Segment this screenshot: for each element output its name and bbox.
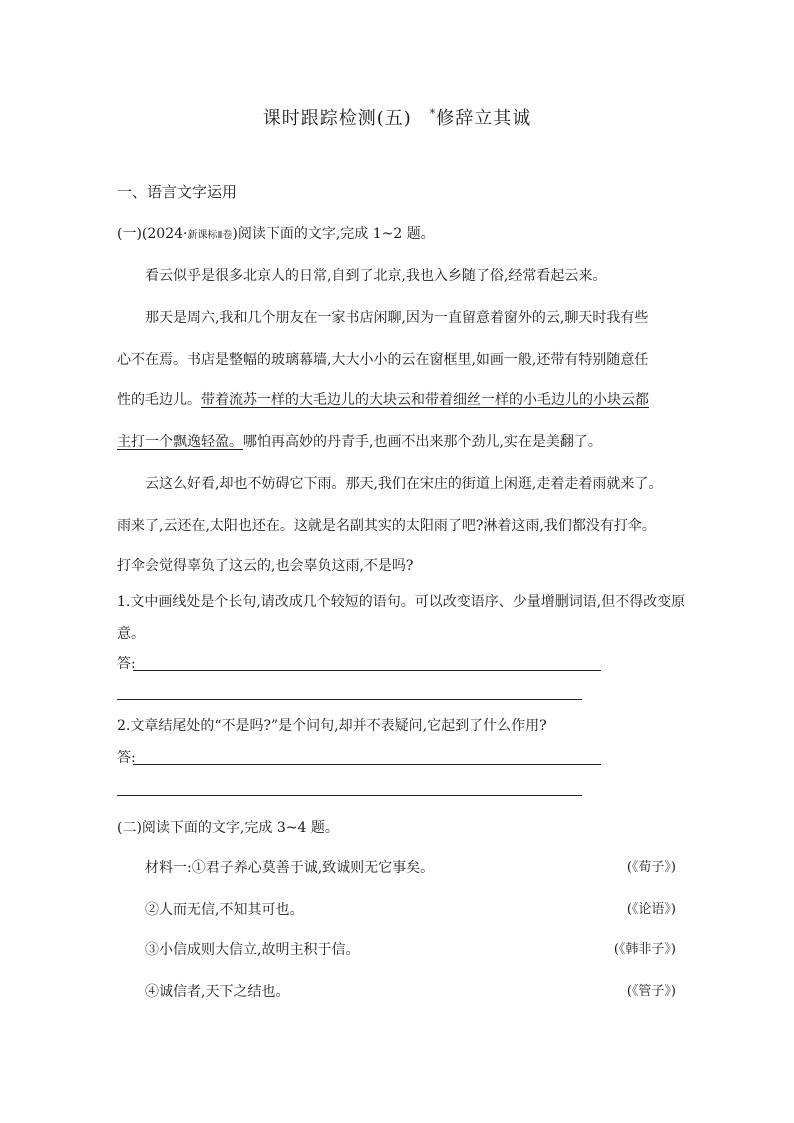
- title-sub: 修辞立其诚: [436, 108, 532, 129]
- plain-text: 性的毛边儿。: [117, 392, 201, 408]
- answer-line[interactable]: [133, 764, 601, 765]
- underlined-sentence: 带着流苏一样的大毛边儿的大块云和带着细丝一样的小毛边儿的小块云都: [201, 392, 649, 408]
- material-source-3: (《韩非子》): [613, 942, 676, 957]
- title-mark: *: [429, 107, 437, 120]
- material-source-2: (《论语》): [626, 902, 676, 917]
- exam-tag: 新课标Ⅱ卷: [187, 230, 233, 241]
- question-2: 2.文章结尾处的“不是吗?”是个问句,却并不表疑问,它起到了什么作用?: [117, 718, 547, 734]
- answer-line[interactable]: [117, 795, 582, 796]
- material-item-2: ②人而无信,不知其可也。: [145, 902, 304, 918]
- paragraph-2-line-1: 那天是周六,我和几个朋友在一家书店闲聊,因为一直留意着窗外的云,聊天时我有些: [145, 310, 649, 326]
- page-title: [0, 104, 794, 130]
- paragraph-2-line-4: [117, 432, 602, 452]
- paragraph-1: 看云似乎是很多北京人的日常,自到了北京,我也入乡随了俗,经常看起云来。: [145, 268, 607, 284]
- paragraph-3-line-1: 云这么好看,却也不妨碍它下雨。那天,我们在宋庄的街道上闲逛,走着走着雨就来了。: [145, 476, 663, 492]
- paragraph-3-line-3: 打伞会觉得辜负了这云的,也会辜负这雨,不是吗?: [117, 558, 414, 574]
- material-source-1: (《荀子》): [626, 860, 676, 875]
- answer-label-1: 答:: [117, 656, 136, 672]
- question-1-line-2: 意。: [117, 626, 145, 642]
- material-item-1: 材料一:①君子养心莫善于诚,致诚则无它事矣。: [145, 860, 435, 876]
- material-source-4: (《管子》): [626, 984, 676, 999]
- part1-heading-a: (一)(2024·: [117, 226, 188, 242]
- section-heading: 一、语言文字运用: [117, 183, 238, 201]
- answer-line[interactable]: [117, 699, 582, 700]
- paragraph-2-line-3: [117, 390, 649, 410]
- paragraph-3-line-2: 雨来了,云还在,太阳也还在。这就是名副其实的太阳雨了吧?淋着这雨,我们都没有打伞。: [117, 518, 656, 534]
- material-item-4: ④诚信者,天下之结也。: [145, 984, 290, 1000]
- part1-heading: [117, 224, 435, 246]
- underlined-sentence-end: 主打一个飘逸轻盈。: [117, 434, 243, 450]
- answer-label-2: 答:: [117, 750, 136, 766]
- title-main: 课时跟踪检测(五): [262, 108, 412, 129]
- material-item-3: ③小信成则大信立,故明主积于信。: [145, 942, 360, 958]
- plain-text: 哪怕再高妙的丹青手,也画不出来那个劲儿,实在是美翻了。: [243, 434, 602, 450]
- question-1-line-1: 1.文中画线处是个长句,请改成几个较短的语句。可以改变语序、少量增删词语,但不得改变原: [117, 594, 686, 610]
- part1-heading-b: )阅读下面的文字,完成 1~2 题。: [232, 226, 435, 242]
- paragraph-2-line-2: 心不在焉。书店是整幅的玻璃幕墙,大大小小的云在窗框里,如画一般,还带有特别随意任: [117, 352, 649, 368]
- part2-heading: (二)阅读下面的文字,完成 3~4 题。: [117, 820, 339, 836]
- answer-line[interactable]: [133, 670, 601, 671]
